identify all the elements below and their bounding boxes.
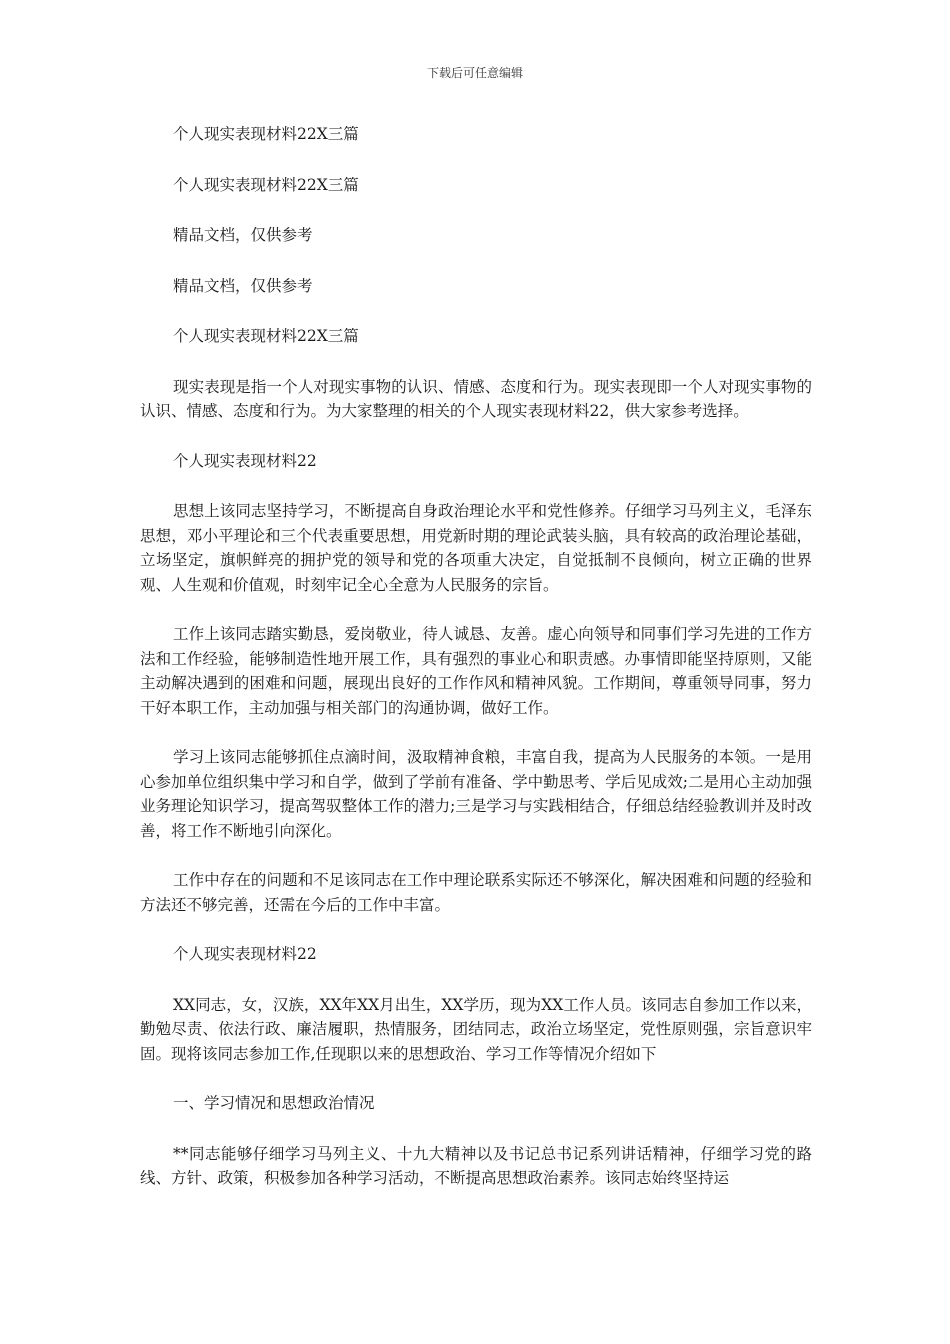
title-line: 个人现实表现材料22X三篇	[173, 175, 359, 194]
body-paragraph: 工作中存在的问题和不足该同志在工作中理论联系实际还不够深化，解决困难和问题的经验和方法还不够完善，还需在今后的工作中丰富。	[140, 871, 812, 914]
title-line: 个人现实表现材料22X三篇	[173, 125, 359, 143]
body-paragraph: 学习上该同志能够抓住点滴时间，汲取精神食粮，丰富自我，提高为人民服务的本领。一是用心参加单位组织集中学习和自学，做到了学前有准备、学中勤思考、学后见成效;二是用心主动加强业务理论知识学习，提高驾驭整体工作的潜力;三是学习与实践相结合，仔细总结经验教训并及时改善，将工作不断地引向深化。	[140, 748, 812, 840]
body-paragraph: XX同志，女，汉族，XX年XX月出生，XX学历，现为XX工作人员。该同志自参加工作以来，勤勉尽责、依法行政、廉洁履职，热情服务，团结同志，政治立场坚定，党性原则强，宗旨意识牢固。现将该同志参加工作,任现职以来的思想政治、学习工作等情况介绍如下	[140, 995, 812, 1063]
body-paragraph: 思想上该同志坚持学习，不断提高自身政治理论水平和党性修养。仔细学习马列主义，毛泽东思想，邓小平理论和三个代表重要思想，用党新时期的理论武装头脑，具有较高的政治理论基础，立场坚定，旗帜鲜亮的拥护党的领导和党的各项重大决定，自觉抵制不良倾向，树立正确的世界观、人生观和价值观，时刻牢记全心全意为人民服务的宗旨。	[140, 502, 812, 594]
body-paragraph: 工作上该同志踏实勤恳，爱岗敬业，待人诚恳、友善。虚心向领导和同事们学习先进的工作方法和工作经验，能够制造性地开展工作，具有强烈的事业心和职责感。办事情即能坚持原则，又能主动解决遇到的困难和问题，展现出良好的工作作风和精神风貌。工作期间，尊重领导同事，努力干好本职工作，主动加强与相关部门的沟通协调，做好工作。	[140, 625, 812, 717]
section-heading: 个人现实表现材料22	[173, 451, 317, 470]
disclaimer-line: 精品文档，仅供参考	[173, 276, 313, 295]
section-heading: 个人现实表现材料22	[173, 945, 317, 963]
document-body	[140, 122, 812, 1216]
body-paragraph: **同志能够仔细学习马列主义、十九大精神以及书记总书记系列讲话精神，仔细学习党的路线、方针、政策，积极参加各种学习活动，不断提高思想政治素养。该同志始终坚持运	[140, 1144, 812, 1187]
disclaimer-line: 精品文档，仅供参考	[173, 226, 313, 244]
header-note: 下载后可任意编辑	[426, 66, 523, 80]
intro-paragraph: 现实表现是指一个人对现实事物的认识、情感、态度和行为。现实表现即一个人对现实事物的认识、情感、态度和行为。为大家整理的相关的个人现实表现材料22，供大家参考选择。	[140, 377, 812, 420]
subsection-heading: 一、学习情况和思想政治情况	[173, 1094, 375, 1112]
title-line: 个人现实表现材料22X三篇	[173, 327, 359, 345]
